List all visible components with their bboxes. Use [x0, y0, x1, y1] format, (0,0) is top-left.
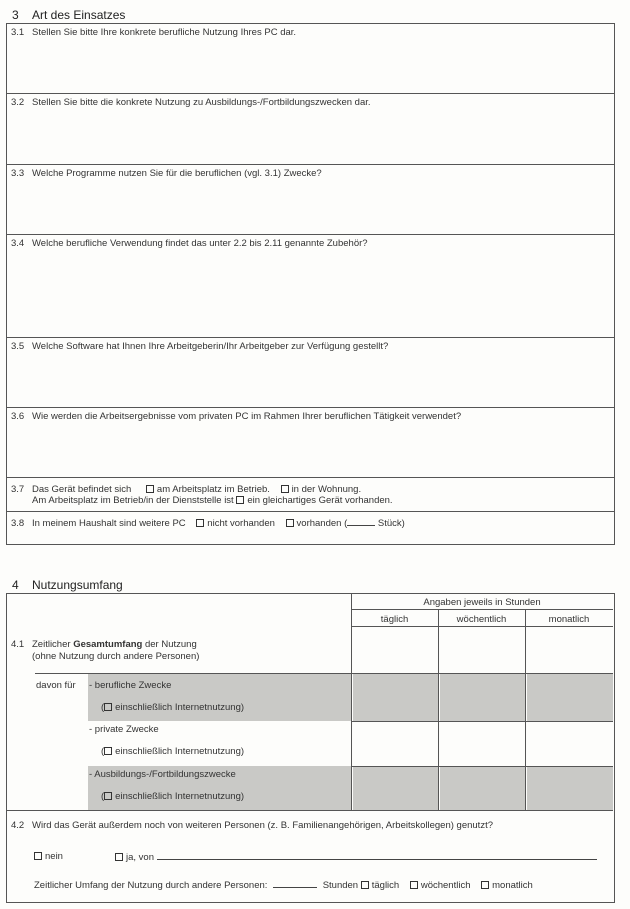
option-daily[interactable] [361, 880, 399, 891]
option-label: einschließlich Internetnutzung) [115, 746, 245, 757]
question-number: 3.8 [11, 518, 25, 529]
option-workplace[interactable] [146, 484, 270, 495]
question-3-3[interactable] [7, 164, 614, 235]
hours-label: Stunden [322, 880, 359, 891]
question-3-6[interactable] [7, 407, 614, 478]
total-monthly-cell[interactable] [527, 627, 613, 673]
section-title: Art des Einsatzes [32, 8, 126, 22]
option-label: einschließlich Internetnutzung) [115, 702, 245, 713]
question-text: Stellen Sie bitte Ihre konkrete berufliche Nutzung Ihres PC dar. [32, 27, 297, 38]
column-header-weekly: wöchentlich [456, 614, 507, 625]
question-number: 4.1 [11, 639, 25, 650]
scope-label: Zeitlicher Umfang der Nutzung durch andere Personen: [34, 880, 268, 891]
question-3-8 [7, 511, 614, 546]
row-label-professional: - berufliche Zwecke [89, 680, 172, 691]
question-text: Wie werden die Arbeitsergebnisse vom privaten PC im Rahmen Ihrer beruflichen Tätigkeit verwendet? [32, 411, 462, 422]
column-header-monthly: monatlich [548, 614, 590, 625]
divider [351, 766, 613, 767]
divider [351, 609, 613, 610]
question-number: 3.3 [11, 168, 25, 179]
checkbox[interactable] [104, 792, 112, 800]
question-text: Stellen Sie bitte die konkrete Nutzung zu Ausbildungs-/Fortbildungszwecken dar. [32, 97, 371, 108]
shade [527, 674, 613, 721]
column-header-daily: täglich [380, 614, 409, 625]
row-sub-private[interactable]: ( einschließlich Internetnutzung) [101, 746, 245, 757]
checkbox[interactable] [361, 881, 369, 889]
section-number: 3 [12, 8, 19, 22]
section-3-heading [12, 8, 125, 22]
option-same-device[interactable] [236, 495, 392, 506]
question-3-4[interactable] [7, 234, 614, 338]
checkbox[interactable] [104, 703, 112, 711]
question-number: 3.7 [11, 484, 25, 495]
option-label: in der Wohnung. [291, 484, 362, 495]
option-label: nicht vorhanden [207, 518, 275, 529]
question-4-1 [11, 639, 197, 650]
option-label: am Arbeitsplatz im Betrieb. [156, 484, 270, 495]
shade [353, 674, 438, 721]
usage-scope-line [34, 879, 533, 891]
option-yes[interactable] [115, 851, 597, 863]
option-label: täglich [371, 880, 400, 891]
divider [438, 609, 439, 810]
total-daily-cell[interactable] [353, 627, 438, 673]
option-label: Stück) [377, 518, 405, 529]
divider [35, 673, 613, 674]
checkbox[interactable] [236, 496, 244, 504]
question-text: Welche berufliche Verwendung findet das unter 2.2 bis 2.11 genannte Zubehör? [32, 238, 368, 249]
checkbox[interactable] [281, 485, 289, 493]
option-weekly[interactable] [410, 880, 471, 891]
section-title: Nutzungsumfang [32, 578, 123, 592]
option-no[interactable] [34, 851, 63, 862]
option-label: wöchentlich [420, 880, 471, 891]
section-4-heading [12, 578, 123, 592]
option-label: einschließlich Internetnutzung) [115, 791, 245, 802]
section-number: 4 [12, 578, 19, 592]
question-number: 3.2 [11, 97, 25, 108]
checkbox[interactable] [196, 519, 204, 527]
shade [353, 766, 438, 810]
option-home[interactable] [281, 484, 362, 495]
question-number: 3.1 [11, 27, 25, 38]
shade [527, 766, 613, 810]
checkbox[interactable] [34, 852, 42, 860]
question-4-2 [11, 820, 493, 831]
question-text: Das Gerät befindet sich [32, 484, 132, 495]
checkbox[interactable] [115, 853, 123, 861]
divider [351, 721, 613, 722]
row-sub-training[interactable]: ( einschließlich Internetnutzung) [101, 791, 245, 802]
option-label: ein gleichartiges Gerät vorhanden. [247, 495, 393, 506]
checkbox[interactable] [286, 519, 294, 527]
question-number: 3.6 [11, 411, 25, 422]
option-not-present[interactable] [196, 518, 275, 529]
question-number: 3.5 [11, 341, 25, 352]
option-label: vorhanden ( [296, 518, 348, 529]
question-3-7 [7, 477, 614, 512]
divider [7, 810, 613, 811]
question-3-5[interactable] [7, 337, 614, 408]
row-sub-professional[interactable]: ( einschließlich Internetnutzung) [101, 702, 245, 713]
checkbox[interactable] [481, 881, 489, 889]
total-weekly-cell[interactable] [440, 627, 525, 673]
shade [440, 766, 525, 810]
option-label: monatlich [492, 880, 533, 891]
question-3-1[interactable] [7, 24, 614, 93]
divider [525, 609, 526, 810]
question-number: 4.2 [11, 820, 25, 831]
question-text: der Nutzung [144, 639, 197, 650]
question-text: In meinem Haushalt sind weitere PC [32, 518, 186, 529]
davon-label: davon für [36, 680, 76, 691]
section-3-box [6, 23, 615, 545]
table-header: Angaben jeweils in Stunden [423, 597, 541, 608]
shade [440, 674, 525, 721]
question-number: 3.4 [11, 238, 25, 249]
section-4-box [6, 593, 615, 903]
question-text: Wird das Gerät außerdem noch von weiteren Personen (z. B. Familienangehörigen, Arbeitskollegen) genutzt? [32, 820, 493, 831]
count-field[interactable] [347, 517, 375, 526]
question-text-bold: Gesamtumfang [73, 639, 143, 650]
option-label: nein [45, 851, 63, 862]
question-text: Am Arbeitsplatz im Betrieb/in der Dienststelle ist [32, 495, 234, 506]
hours-field[interactable] [273, 879, 317, 888]
checkbox[interactable] [104, 747, 112, 755]
checkbox[interactable] [410, 881, 418, 889]
question-text: Zeitlicher [32, 639, 71, 650]
question-text: Welche Software hat Ihnen Ihre Arbeitgeberin/Ihr Arbeitgeber zur Verfügung gestellt? [32, 341, 389, 352]
option-present[interactable] [286, 518, 405, 529]
question-text: Welche Programme nutzen Sie für die beruflichen (vgl. 3.1) Zwecke? [32, 168, 322, 179]
option-label: ja, von [126, 852, 154, 863]
row-label-training: - Ausbildungs-/Fortbildungszwecke [89, 769, 236, 780]
row-label-private: - private Zwecke [89, 724, 159, 735]
question-4-1-note: (ohne Nutzung durch andere Personen) [32, 651, 200, 662]
checkbox[interactable] [146, 485, 154, 493]
option-monthly[interactable] [481, 880, 533, 891]
question-3-2[interactable] [7, 93, 614, 165]
yes-by-field[interactable] [157, 851, 597, 860]
